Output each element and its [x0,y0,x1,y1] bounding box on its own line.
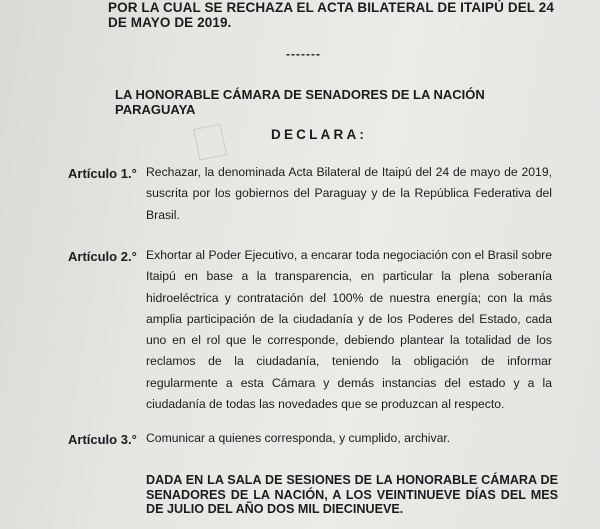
article-3-label: Artículo 3.° [68,432,137,447]
faint-stamp-mark [193,123,227,160]
article-2-label: Artículo 2.° [68,249,137,264]
separator-dashes: ------- [286,47,321,61]
article-3-text: Comunicar a quienes corresponda, y cumplido, archivar. [146,431,451,445]
article-1-label: Artículo 1.° [68,166,137,181]
chamber-heading: LA HONORABLE CÁMARA DE SENADORES DE LA NACIÓN PARAGUAYA [115,87,485,117]
declara-heading: DECLARA: [271,127,368,142]
document-title: POR LA CUAL SE RECHAZA EL ACTA BILATERAL DE ITAIPÚ DEL 24 DE MAYO DE 2019. [108,0,554,30]
article-1-text: Rechazar, la denominada Acta Bilateral de Itaipú del 24 de mayo de 2019, suscrita por los gobiernos del Paraguay y de la República Federativa del Brasil. [146,165,552,222]
closing-statement: DADA EN LA SALA DE SESIONES DE LA HONORABLE CÁMARA DE SENADORES DE LA NACIÓN, A LOS VEINTINUEVE DÍAS DEL MES DE JULIO DEL AÑO DOS MIL DIECINUEVE. [146,473,558,516]
article-2-text: Exhortar al Poder Ejecutivo, a encarar toda negociación con el Brasil sobre Itaipú en base a la transparencia, en particular la plena soberanía hidroeléctrica y contratación del 100% de nuestra energía; con la más amplia participación de la ciudadanía y de los Poderes del Estado, cada uno en el rol que le corresponde, debiendo plantear la totalidad de los reclamos de la ciudadanía, teniendo la obligación de informar regularmente a esta Cámara y demás instancias del estado y a la ciudadanía de todas las novedades que se produzcan al respecto. [146,248,552,412]
